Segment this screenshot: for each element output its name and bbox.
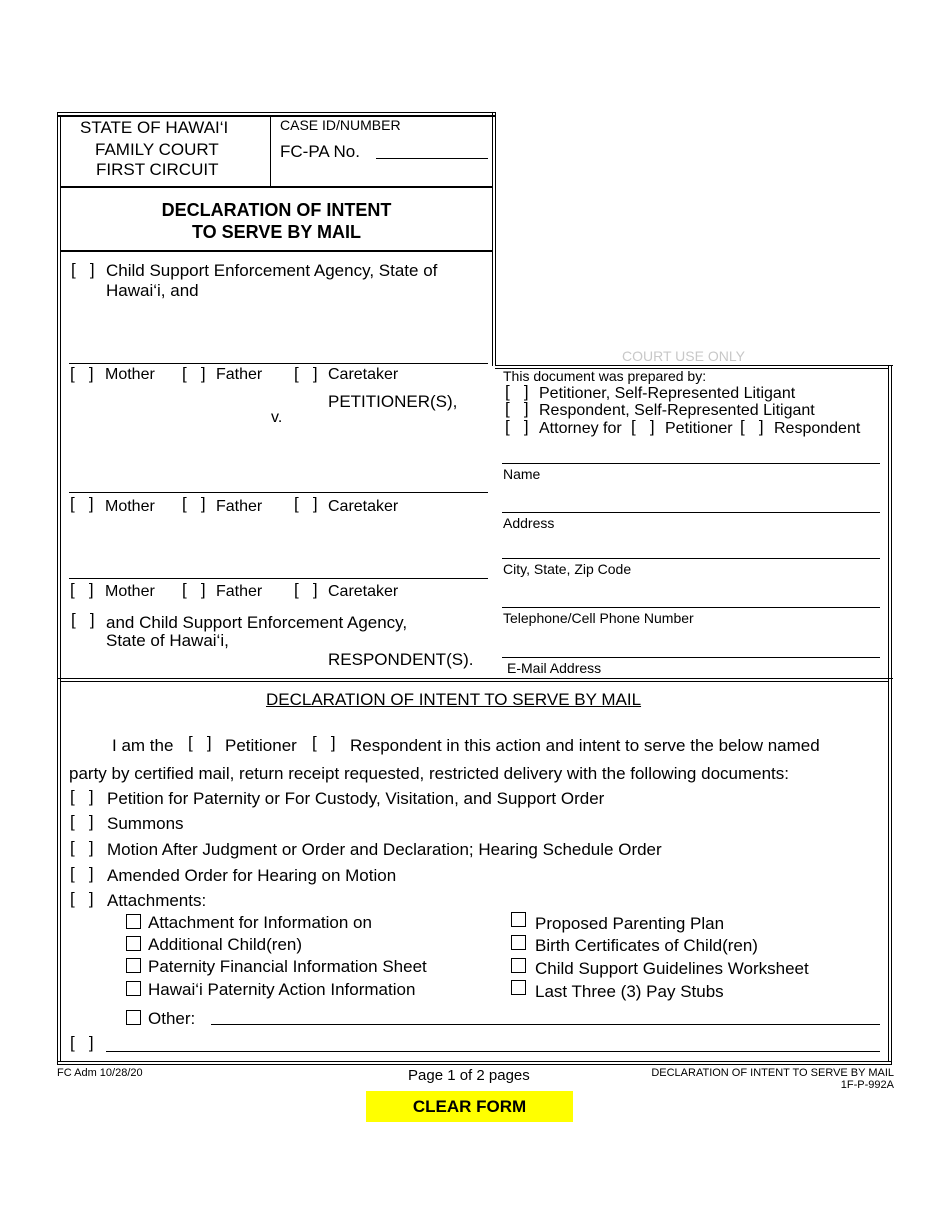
city-label: City, State, Zip Code (503, 561, 632, 577)
prep-attorney-respondent-label: Respondent (774, 420, 861, 437)
att-left-item-2: Additional Child(ren) (148, 935, 303, 954)
doc3-checkbox[interactable]: [ ] (70, 838, 94, 857)
doc4-label: Amended Order for Hearing on Motion (107, 866, 397, 885)
form-title-line1: DECLARATION OF INTENT (161, 200, 392, 220)
att-guidelines-checkbox[interactable] (511, 958, 526, 973)
doc4-checkbox[interactable]: [ ] (70, 864, 94, 883)
pet-father-label: Father (216, 366, 263, 383)
doc1-label: Petition for Paternity or For Custody, Visitation, and Support Order (107, 789, 605, 808)
att-other-checkbox[interactable] (126, 1010, 141, 1025)
respondents-label: RESPONDENT(S). (328, 650, 474, 669)
respondent1-name-line[interactable] (69, 492, 488, 493)
att-right-item-3: Child Support Guidelines Worksheet (535, 959, 809, 978)
resp1-father-label: Father (216, 498, 263, 515)
att-info-checkbox[interactable] (126, 914, 141, 929)
petitioner-name-line[interactable] (69, 363, 488, 364)
att-financial-checkbox[interactable] (126, 958, 141, 973)
att-other-field[interactable] (211, 1024, 880, 1025)
resp1-caretaker-checkbox[interactable]: [ ] (294, 494, 318, 513)
att-parenting-plan-checkbox[interactable] (511, 912, 526, 927)
case-no-field[interactable] (376, 158, 488, 159)
att-other-label: Other: (148, 1009, 196, 1028)
att-additional-child-checkbox[interactable] (126, 936, 141, 951)
footer-form-code: 1F-P-992A (840, 1079, 894, 1091)
court-name-line3: FIRST CIRCUIT (96, 160, 219, 179)
i-am-respondent-label: Respondent in this action and intent to serve the below named (350, 736, 820, 755)
att-right-item-1: Proposed Parenting Plan (535, 914, 725, 933)
resp2-father-checkbox[interactable]: [ ] (182, 580, 206, 599)
pet-mother-label: Mother (105, 366, 155, 383)
versus-label: v. (271, 409, 283, 426)
resp2-father-label: Father (216, 583, 263, 600)
prepared-by-heading: This document was prepared by: (503, 368, 707, 384)
resp-csea-checkbox[interactable]: [ ] (71, 610, 95, 629)
doc2-label: Summons (107, 814, 184, 833)
att-birth-cert-checkbox[interactable] (511, 935, 526, 950)
doc3-label: Motion After Judgment or Order and Declaration; Hearing Schedule Order (107, 840, 662, 859)
page-number: Page 1 of 2 pages (408, 1067, 530, 1084)
court-name-line1: STATE OF HAWAI‘I (80, 118, 229, 137)
resp2-mother-checkbox[interactable]: [ ] (70, 580, 94, 599)
pet-caretaker-checkbox[interactable]: [ ] (294, 364, 318, 383)
doc5-checkbox[interactable]: [ ] (70, 889, 94, 908)
phone-field[interactable] (502, 607, 880, 608)
clear-form-button[interactable]: CLEAR FORM (366, 1091, 573, 1122)
prep-attorney-label: Attorney for (539, 420, 622, 437)
csea-text-line1: Child Support Enforcement Agency, State of (106, 261, 438, 280)
doc1-checkbox[interactable]: [ ] (70, 787, 94, 806)
email-field[interactable] (502, 657, 880, 658)
respondent2-name-line[interactable] (69, 578, 488, 579)
custom-doc-field[interactable] (106, 1051, 880, 1052)
name-field[interactable] (502, 463, 880, 464)
petitioners-label: PETITIONER(S), (328, 392, 458, 411)
resp1-caretaker-label: Caretaker (328, 498, 399, 515)
service-description: party by certified mail, return receipt requested, restricted delivery with the following documents: (69, 764, 789, 783)
i-am-respondent-checkbox[interactable]: [ ] (312, 733, 336, 752)
pet-caretaker-label: Caretaker (328, 366, 399, 383)
pet-father-checkbox[interactable]: [ ] (182, 364, 206, 383)
court-use-only-label: COURT USE ONLY (622, 348, 745, 364)
footer-form-title: DECLARATION OF INTENT TO SERVE BY MAIL (651, 1067, 894, 1079)
att-right-item-2: Birth Certificates of Child(ren) (535, 936, 758, 955)
resp-csea-line1: and Child Support Enforcement Agency, (106, 613, 408, 632)
form-title-line2: TO SERVE BY MAIL (191, 222, 362, 242)
doc5-label: Attachments: (107, 891, 207, 910)
case-no-label: FC-PA No. (280, 142, 360, 161)
phone-label: Telephone/Cell Phone Number (503, 610, 694, 626)
prep-respondent-checkbox[interactable]: [ ] (505, 399, 529, 418)
i-am-petitioner-checkbox[interactable]: [ ] (188, 733, 212, 752)
prep-respondent-label: Respondent, Self-Represented Litigant (539, 402, 815, 419)
address-field[interactable] (502, 512, 880, 513)
prep-attorney-respondent-checkbox[interactable]: [ ] (740, 417, 764, 436)
resp2-caretaker-label: Caretaker (328, 583, 399, 600)
resp2-mother-label: Mother (105, 583, 155, 600)
att-left-item-3: Paternity Financial Information Sheet (148, 957, 427, 976)
att-left-item-4: Hawai‘i Paternity Action Information (148, 980, 416, 999)
prep-petitioner-label: Petitioner, Self-Represented Litigant (539, 385, 796, 402)
name-label: Name (503, 466, 541, 482)
declaration-heading: DECLARATION OF INTENT TO SERVE BY MAIL (266, 690, 642, 709)
resp-csea-line2: State of Hawai‘i, (106, 631, 229, 650)
address-label: Address (503, 515, 555, 531)
att-right-item-4: Last Three (3) Pay Stubs (535, 982, 724, 1001)
att-left-item-1: Attachment for Information on (148, 913, 372, 932)
att-pay-stubs-checkbox[interactable] (511, 980, 526, 995)
i-am-the-label: I am the (112, 736, 174, 755)
prep-petitioner-checkbox[interactable]: [ ] (505, 382, 529, 401)
court-name-line2: FAMILY COURT (95, 140, 219, 159)
csea-checkbox[interactable]: [ ] (71, 260, 95, 279)
i-am-petitioner-label: Petitioner (225, 736, 297, 755)
csea-text-line2: Hawai‘i, and (106, 281, 199, 300)
resp1-father-checkbox[interactable]: [ ] (182, 494, 206, 513)
resp1-mother-label: Mother (105, 498, 155, 515)
pet-mother-checkbox[interactable]: [ ] (70, 364, 94, 383)
doc2-checkbox[interactable]: [ ] (70, 812, 94, 831)
resp2-caretaker-checkbox[interactable]: [ ] (294, 580, 318, 599)
prep-attorney-petitioner-label: Petitioner (665, 420, 733, 437)
prep-attorney-petitioner-checkbox[interactable]: [ ] (631, 417, 655, 436)
case-id-label: CASE ID/NUMBER (280, 117, 401, 133)
form-revision: FC Adm 10/28/20 (57, 1067, 143, 1079)
prep-attorney-checkbox[interactable]: [ ] (505, 417, 529, 436)
city-field[interactable] (502, 558, 880, 559)
email-label: E-Mail Address (507, 660, 602, 676)
att-paternity-info-checkbox[interactable] (126, 981, 141, 996)
resp1-mother-checkbox[interactable]: [ ] (70, 494, 94, 513)
custom-doc-checkbox[interactable]: [ ] (70, 1033, 94, 1052)
